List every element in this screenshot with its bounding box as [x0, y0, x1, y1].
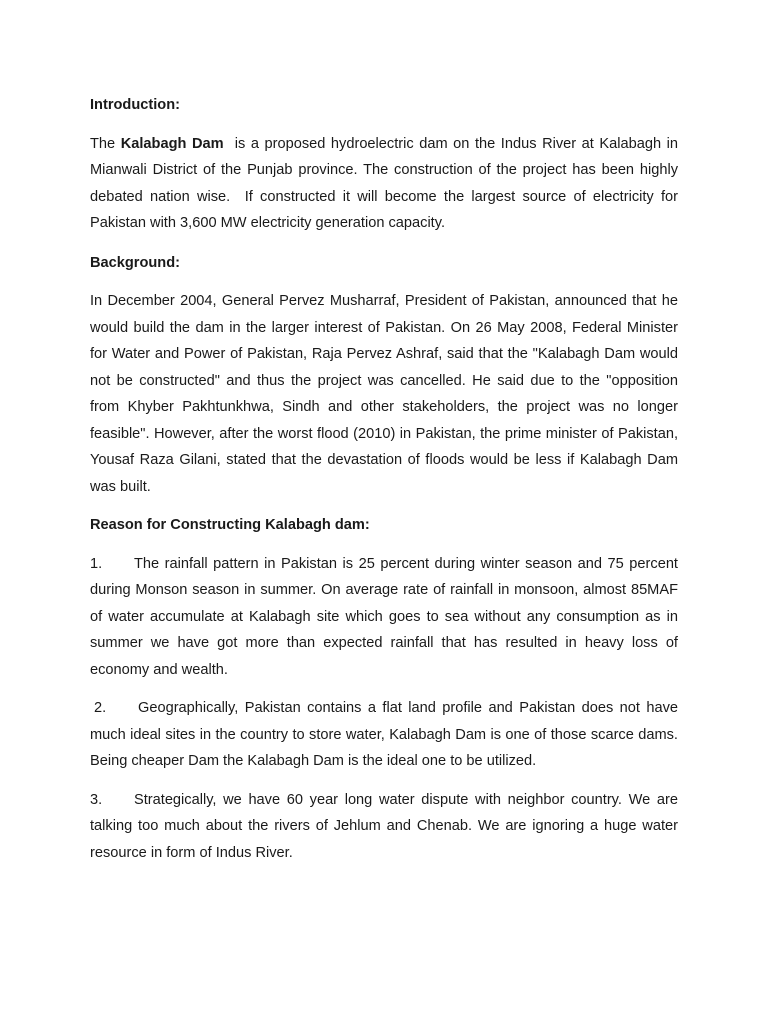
introduction-body: is a proposed hydroelectric dam on the Indus River at Kalabagh in Mianwali District of the Punjab province. The construction of the project has been highly debated nation wise. If constructed it will become the largest source of electricity for Pakistan with 3,600 MW electricity generation capacity.	[90, 135, 683, 231]
reason-item-2	[90, 695, 678, 775]
reason-text-1: The rainfall pattern in Pakistan is 25 percent during winter season and 75 percent during Monson season in summer. On average rate of rainfall in monsoon, almost 85MAF of water accumulate at Kalabagh site which goes to sea without any consumption as in summer we have got more than expected rainfall that has resulted in heavy loss of economy and wealth.	[90, 555, 678, 678]
reason-item-1	[90, 551, 678, 684]
background-heading: Background:	[90, 254, 180, 271]
document-page	[90, 92, 683, 878]
introduction-heading: Introduction:	[90, 97, 180, 113]
reason-item-3	[90, 787, 678, 867]
reason-text-3: Strategically, we have 60 year long water dispute with neighbor country. We are talking too much about the rivers of Jehlum and Chenab. We are ignoring a huge water resource in form of Indus River.	[90, 791, 678, 861]
introduction-bold-term: Kalabagh Dam	[120, 135, 224, 152]
introduction-lead: The	[90, 135, 121, 152]
reason-text-2: Geographically, Pakistan contains a flat land profile and Pakistan does not have much ideal sites in the country to store water, Kalabagh Dam is one of those scarce dams. Being cheaper Dam the Kalabagh Dam is the ideal one to be utilized.	[90, 700, 678, 769]
reason-number-2: 2.	[94, 700, 107, 716]
introduction-paragraph	[90, 131, 683, 237]
reasons-heading: Reason for Constructing Kalabagh dam:	[90, 517, 370, 533]
background-paragraph: In December 2004, General Pervez Musharraf, President of Pakistan, announced that he would build the dam in the larger interest of Pakistan. On 26 May 2008, Federal Minister for Water and Power of Pakistan, Raja Pervez Ashraf, said that the "Kalabagh Dam would not be constructed" and thus the project was cancelled. He said due to the "opposition from Khyber Pakhtunkhwa, Sindh and other stakeholders, the project was no longer feasible". However, after the worst flood (2010) in Pakistan, the prime minister of Pakistan, Yousaf Raza Gilani, stated that the devastation of floods would be less if Kalabagh Dam was built.	[90, 293, 678, 495]
reason-number-3: 3.	[90, 791, 103, 808]
reason-number-1: 1.	[90, 555, 103, 572]
